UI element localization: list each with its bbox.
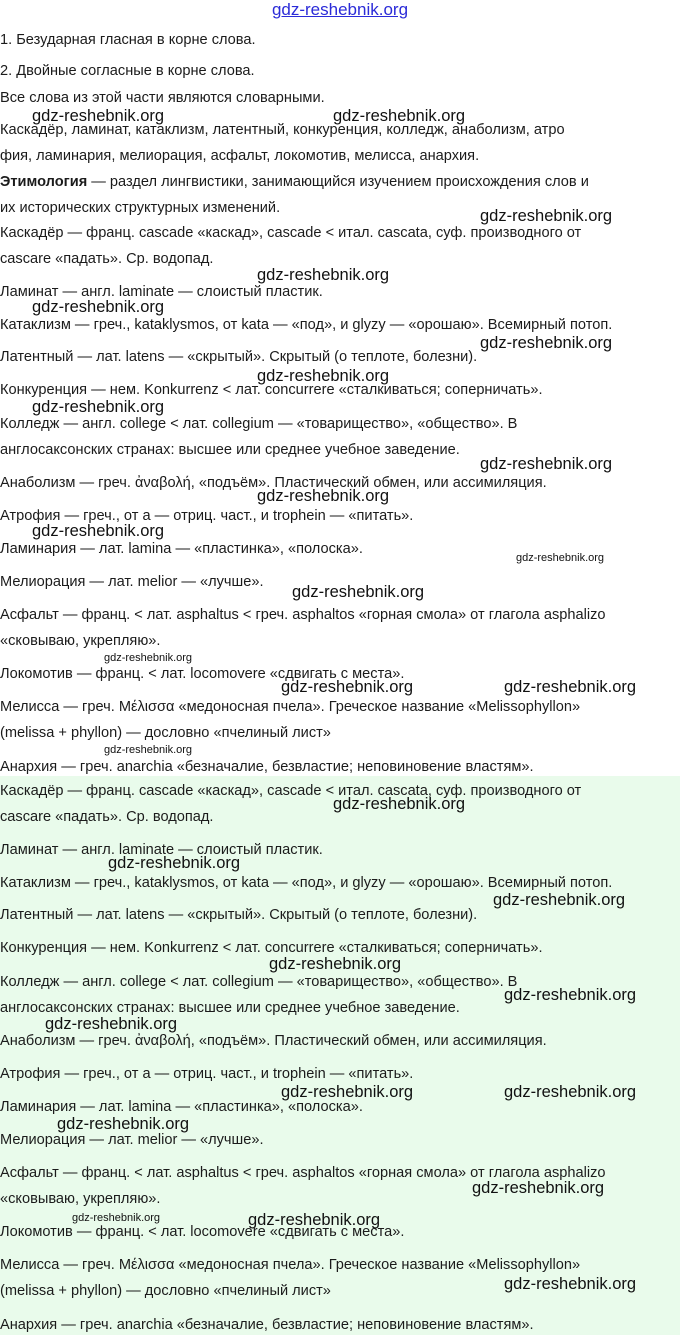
entry-melissa-2: (melissa + phyllon) — дословно «пчелиный лист» — [0, 725, 331, 741]
rule-2: 2. Двойные согласные в корне слова. — [0, 63, 255, 79]
entry-melissa-1: Мелисса — греч. Μέλισσα «медоносная пчела». Греческое название «Melissophyllon» — [0, 699, 581, 715]
entry-latentny: Латентный — лат. latens — «скрытый». Скрытый (о теплоте, болезни). — [0, 349, 478, 365]
watermark: gdz-reshebnik.org — [480, 334, 613, 352]
entry-kolledzh-2-repeat: англосаксонских странах: высшее или среднее учебное заведение. — [0, 1000, 460, 1016]
watermark: gdz-reshebnik.org — [45, 1015, 178, 1033]
watermark: gdz-reshebnik.org — [292, 583, 425, 601]
word-list-line-2: фия, ламинария, мелиорация, асфальт, локомотив, мелисса, анархия. — [0, 148, 480, 164]
entry-anarhiya-repeat: Анархия — греч. anarchia «безначалие, безвластие; неповиновение властям». — [0, 1317, 534, 1333]
watermark: gdz-reshebnik.org — [516, 552, 605, 564]
word-list-line-1: Каскадёр, ламинат, катаклизм, латентный, конкуренция, колледж, анаболизм, атро — [0, 122, 565, 138]
watermark: gdz-reshebnik.org — [32, 522, 165, 540]
watermark: gdz-reshebnik.org — [480, 207, 613, 225]
rule-1: 1. Безударная гласная в корне слова. — [0, 32, 256, 48]
entry-konkurenciya: Конкуренция — нем. Konkurrenz < лат. concurrere «сталкиваться; соперничать». — [0, 382, 543, 398]
entry-latentny-repeat: Латентный — лат. latens — «скрытый». Скрытый (о теплоте, болезни). — [0, 907, 478, 923]
entry-laminat: Ламинат — англ. laminate — слоистый пластик. — [0, 284, 323, 300]
entry-lokomotiv: Локомотив — франц. < лат. locomovere «сдвигать с места». — [0, 666, 405, 682]
etymology-definition-line-2: их исторических структурных изменений. — [0, 200, 281, 216]
entry-kataklizm-repeat: Катаклизм — греч., kataklysmos, от kata — «под», и glyzy — «орошаю». Всемирный потоп. — [0, 875, 613, 891]
entry-melissa-1-repeat: Мелисса — греч. Μέλισσα «медоносная пчела». Греческое название «Melissophyllon» — [0, 1257, 581, 1273]
watermark: gdz-reshebnik.org — [248, 1211, 381, 1229]
watermark: gdz-reshebnik.org — [504, 678, 637, 696]
watermark: gdz-reshebnik.org — [472, 1179, 605, 1197]
entry-asfalt-2: «сковываю, укрепляю». — [0, 633, 161, 649]
entry-asfalt-1: Асфальт — франц. < лат. asphaltus < греч. asphaltos «горная смола» от глагола asphalizo — [0, 607, 606, 623]
entry-kolledzh-1-repeat: Колледж — англ. college < лат. collegium — «товарищество», «общество». В — [0, 974, 518, 990]
watermark: gdz-reshebnik.org — [257, 266, 390, 284]
entry-laminat-repeat: Ламинат — англ. laminate — слоистый пластик. — [0, 842, 323, 858]
watermark: gdz-reshebnik.org — [493, 891, 626, 909]
entry-laminariya: Ламинария — лат. lamina — «пластинка», «полоска». — [0, 541, 363, 557]
entry-kaskader-2-repeat: cascare «падать». Ср. водопад. — [0, 809, 214, 825]
top-watermark: gdz-reshebnik.org — [271, 0, 409, 19]
watermark: gdz-reshebnik.org — [72, 1212, 161, 1224]
watermark: gdz-reshebnik.org — [333, 107, 466, 125]
watermark: gdz-reshebnik.org — [333, 795, 466, 813]
entry-atrofiya-repeat: Атрофия — греч., от а — отриц. част., и trophein — «питать». — [0, 1066, 414, 1082]
watermark: gdz-reshebnik.org — [269, 955, 402, 973]
watermark: gdz-reshebnik.org — [504, 986, 637, 1004]
entry-asfalt-2-repeat: «сковываю, укрепляю». — [0, 1191, 161, 1207]
watermark: gdz-reshebnik.org — [281, 678, 414, 696]
watermark: gdz-reshebnik.org — [504, 1083, 637, 1101]
entry-anabolizm: Анаболизм — греч. ἀναβολή, «подъём». Пластический обмен, или ассимиляция. — [0, 475, 547, 491]
entry-anabolizm-repeat: Анаболизм — греч. ἀναβολή, «подъём». Пластический обмен, или ассимиляция. — [0, 1033, 547, 1049]
entry-kaskader-1-repeat: Каскадёр — франц. cascade «каскад», cascade < итал. cascata, суф. производного от — [0, 783, 582, 799]
etymology-definition-line-1: Этимология — раздел лингвистики, занимающийся изучением происхождения слов и — [0, 174, 589, 190]
entry-konkurenciya-repeat: Конкуренция — нем. Konkurrenz < лат. concurrere «сталкиваться; соперничать». — [0, 940, 543, 956]
watermark: gdz-reshebnik.org — [32, 107, 165, 125]
watermark: gdz-reshebnik.org — [104, 744, 193, 756]
entry-kolledzh-1: Колледж — англ. college < лат. collegium — «товарищество», «общество». В — [0, 416, 518, 432]
watermark: gdz-reshebnik.org — [480, 455, 613, 473]
entry-lokomotiv-repeat: Локомотив — франц. < лат. locomovere «сдвигать с места». — [0, 1224, 405, 1240]
entry-kolledzh-2: англосаксонских странах: высшее или среднее учебное заведение. — [0, 442, 460, 458]
watermark: gdz-reshebnik.org — [257, 487, 390, 505]
entry-melioraciya-repeat: Мелиорация — лат. melior — «лучше». — [0, 1132, 264, 1148]
watermark: gdz-reshebnik.org — [32, 398, 165, 416]
dictionary-note: Все слова из этой части являются словарными. — [0, 90, 325, 106]
watermark: gdz-reshebnik.org — [108, 854, 241, 872]
entry-asfalt-1-repeat: Асфальт — франц. < лат. asphaltus < греч. asphaltos «горная смола» от глагола asphalizo — [0, 1165, 606, 1181]
entry-anarhiya: Анархия — греч. anarchia «безначалие, безвластие; неповиновение властям». — [0, 759, 534, 775]
entry-atrofiya: Атрофия — греч., от а — отриц. част., и trophein — «питать». — [0, 508, 414, 524]
watermark: gdz-reshebnik.org — [257, 367, 390, 385]
watermark: gdz-reshebnik.org — [104, 652, 193, 664]
entry-melioraciya: Мелиорация — лат. melior — «лучше». — [0, 574, 264, 590]
entry-melissa-2-repeat: (melissa + phyllon) — дословно «пчелиный лист» — [0, 1283, 331, 1299]
entry-kaskader-1: Каскадёр — франц. cascade «каскад», cascade < итал. cascata, суф. производного от — [0, 225, 582, 241]
watermark: gdz-reshebnik.org — [32, 298, 165, 316]
entry-kataklizm: Катаклизм — греч., kataklysmos, от kata — «под», и glyzy — «орошаю». Всемирный потоп. — [0, 317, 613, 333]
entry-laminariya-repeat: Ламинария — лат. lamina — «пластинка», «полоска». — [0, 1099, 363, 1115]
watermark: gdz-reshebnik.org — [504, 1275, 637, 1293]
watermark: gdz-reshebnik.org — [57, 1115, 190, 1133]
entry-kaskader-2: cascare «падать». Ср. водопад. — [0, 251, 214, 267]
watermark: gdz-reshebnik.org — [281, 1083, 414, 1101]
